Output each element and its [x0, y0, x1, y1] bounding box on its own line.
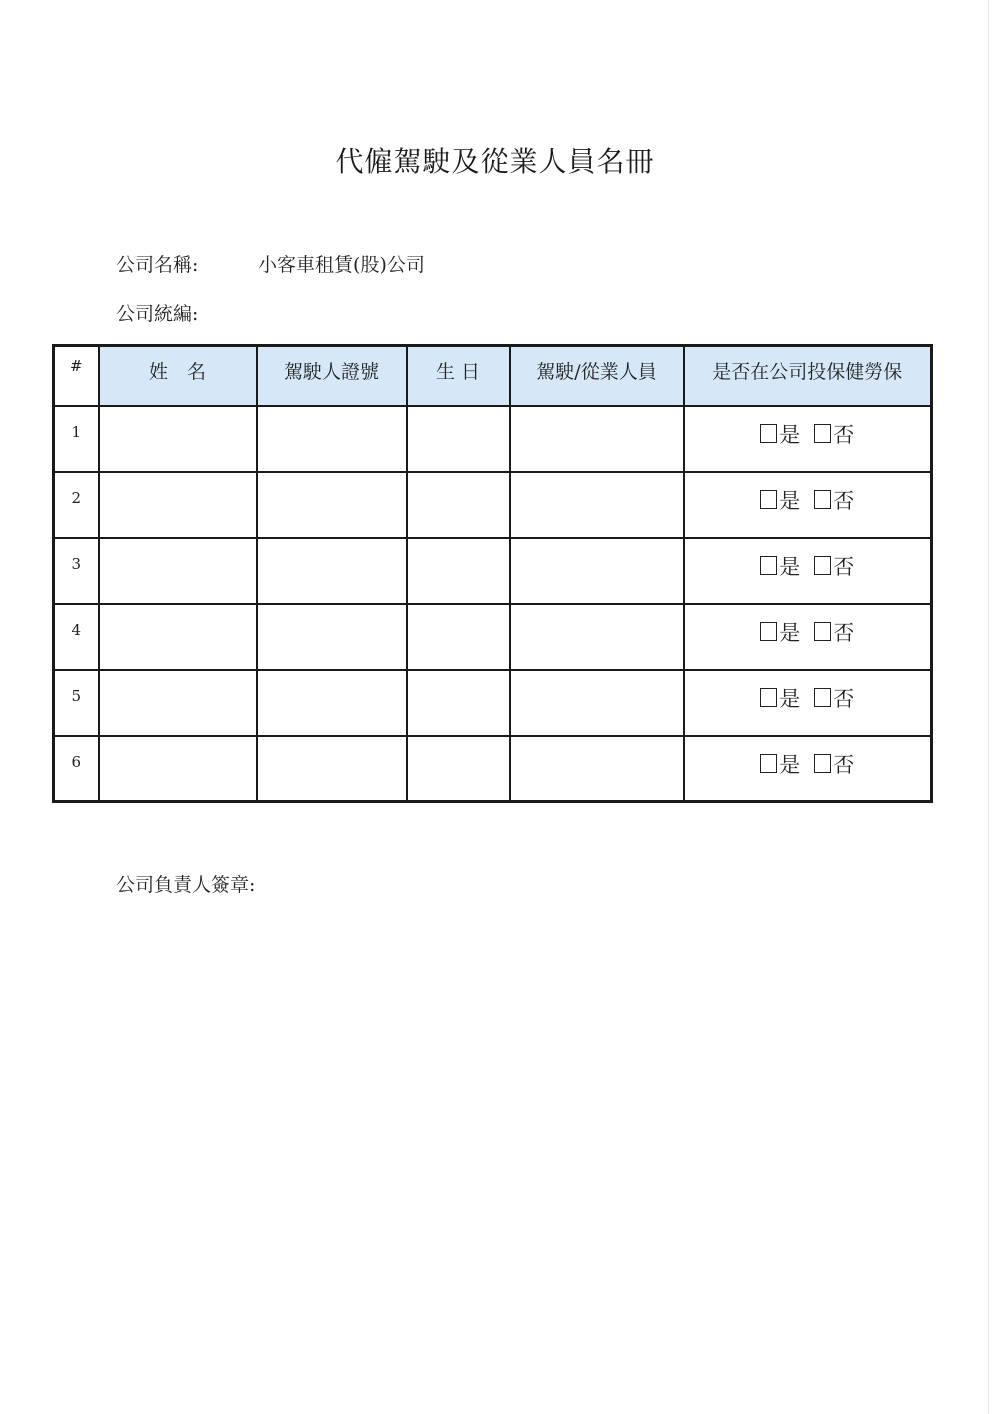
- insurance-no-option[interactable]: [814, 485, 854, 515]
- yes-label: 是: [779, 620, 801, 645]
- name-cell[interactable]: [99, 604, 257, 670]
- table-row: [54, 670, 932, 736]
- signature-line: [116, 870, 255, 897]
- signature-label: 公司負責人簽章:: [116, 874, 256, 896]
- no-label: 否: [833, 488, 855, 513]
- yes-label: 是: [779, 686, 801, 711]
- row-index: 1: [54, 406, 99, 472]
- yes-checkbox[interactable]: [760, 754, 777, 773]
- license-number-cell[interactable]: [257, 406, 407, 472]
- license-number-cell[interactable]: [257, 538, 407, 604]
- page-title: 代僱駕駛及從業人員名冊: [335, 145, 655, 178]
- company-name-label: 公司名稱:: [116, 254, 199, 276]
- no-checkbox[interactable]: [814, 754, 831, 773]
- table-row: [54, 472, 932, 538]
- no-label: 否: [833, 554, 855, 579]
- insurance-cell: [684, 406, 932, 472]
- header-role: 駕駛/從業人員: [510, 346, 684, 406]
- role-cell[interactable]: [510, 736, 684, 802]
- license-number-cell[interactable]: [257, 736, 407, 802]
- no-label: 否: [833, 752, 855, 777]
- header-index: #: [54, 346, 99, 406]
- yes-label: 是: [779, 752, 801, 777]
- row-index: 3: [54, 538, 99, 604]
- name-cell[interactable]: [99, 538, 257, 604]
- insurance-no-option[interactable]: [814, 617, 854, 647]
- no-label: 否: [833, 620, 855, 645]
- insurance-no-option[interactable]: [814, 551, 854, 581]
- role-cell[interactable]: [510, 670, 684, 736]
- role-cell[interactable]: [510, 406, 684, 472]
- company-tax-id-label: 公司統編:: [116, 303, 199, 325]
- insurance-no-option[interactable]: [814, 683, 854, 713]
- name-cell[interactable]: [99, 670, 257, 736]
- insurance-yes-option[interactable]: [760, 683, 800, 713]
- yes-label: 是: [779, 422, 801, 447]
- row-index: 4: [54, 604, 99, 670]
- yes-checkbox[interactable]: [760, 688, 777, 707]
- birthday-cell[interactable]: [407, 736, 510, 802]
- header-birthday: 生 日: [407, 346, 510, 406]
- header-insurance: 是否在公司投保健勞保: [684, 346, 932, 406]
- table-header-row: [54, 346, 932, 406]
- license-number-cell[interactable]: [257, 604, 407, 670]
- yes-checkbox[interactable]: [760, 490, 777, 509]
- row-index: 2: [54, 472, 99, 538]
- insurance-cell: [684, 604, 932, 670]
- birthday-cell[interactable]: [407, 604, 510, 670]
- no-checkbox[interactable]: [814, 490, 831, 509]
- yes-label: 是: [779, 554, 801, 579]
- company-tax-id-line: [116, 299, 252, 326]
- yes-checkbox[interactable]: [760, 424, 777, 443]
- no-label: 否: [833, 422, 855, 447]
- no-checkbox[interactable]: [814, 688, 831, 707]
- name-cell[interactable]: [99, 406, 257, 472]
- role-cell[interactable]: [510, 472, 684, 538]
- license-number-cell[interactable]: [257, 472, 407, 538]
- yes-checkbox[interactable]: [760, 556, 777, 575]
- insurance-no-option[interactable]: [814, 749, 854, 779]
- birthday-cell[interactable]: [407, 670, 510, 736]
- no-label: 否: [833, 686, 855, 711]
- insurance-cell: [684, 472, 932, 538]
- name-cell[interactable]: [99, 472, 257, 538]
- birthday-cell[interactable]: [407, 406, 510, 472]
- insurance-cell: [684, 670, 932, 736]
- table-row: [54, 406, 932, 472]
- role-cell[interactable]: [510, 538, 684, 604]
- roster-table: [52, 344, 933, 803]
- name-cell[interactable]: [99, 736, 257, 802]
- header-license-number: 駕駛人證號: [257, 346, 407, 406]
- insurance-cell: [684, 538, 932, 604]
- company-name-line: [116, 250, 425, 277]
- role-cell[interactable]: [510, 604, 684, 670]
- insurance-yes-option[interactable]: [760, 749, 800, 779]
- row-index: 5: [54, 670, 99, 736]
- no-checkbox[interactable]: [814, 424, 831, 443]
- company-name-value: 小客車租賃(股)公司: [258, 254, 425, 276]
- birthday-cell[interactable]: [407, 538, 510, 604]
- insurance-cell: [684, 736, 932, 802]
- yes-checkbox[interactable]: [760, 622, 777, 641]
- insurance-yes-option[interactable]: [760, 551, 800, 581]
- no-checkbox[interactable]: [814, 622, 831, 641]
- insurance-yes-option[interactable]: [760, 419, 800, 449]
- table-row: [54, 604, 932, 670]
- insurance-yes-option[interactable]: [760, 485, 800, 515]
- insurance-no-option[interactable]: [814, 419, 854, 449]
- row-index: 6: [54, 736, 99, 802]
- table-row: [54, 538, 932, 604]
- no-checkbox[interactable]: [814, 556, 831, 575]
- table-row: [54, 736, 932, 802]
- license-number-cell[interactable]: [257, 670, 407, 736]
- header-name: 姓 名: [99, 346, 257, 406]
- insurance-yes-option[interactable]: [760, 617, 800, 647]
- birthday-cell[interactable]: [407, 472, 510, 538]
- page-edge-line: [988, 0, 989, 1414]
- yes-label: 是: [779, 488, 801, 513]
